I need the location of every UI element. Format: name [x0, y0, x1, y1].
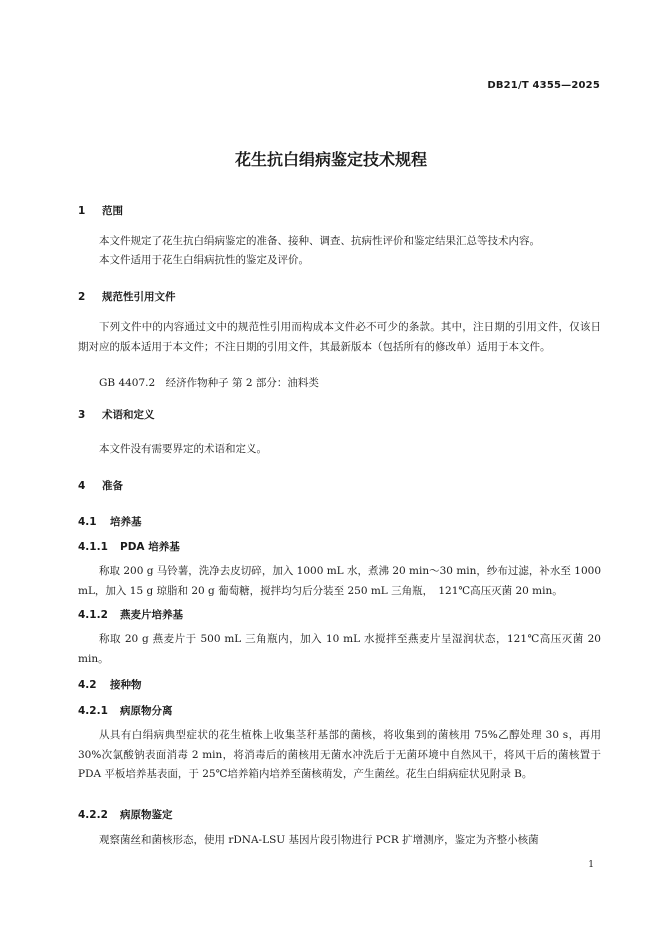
document-title: 花生抗白绢病鉴定技术规程: [234, 150, 427, 169]
reference-entry: GB 4407.2 经济作物种子 第 2 部分：油料类: [99, 377, 319, 389]
section-heading-1: [78, 203, 123, 218]
paragraph: 称取 20 g 燕麦片于 500 mL 三角瓶内，加入 10 mL 水搅拌至燕麦片呈湿润状态，121℃高压灭菌 20 min。: [78, 633, 601, 665]
paragraph: 观察菌丝和菌核形态，使用 rDNA-LSU 基因片段引物进行 PCR 扩增测序，鉴定为齐整小核菌: [99, 834, 539, 846]
section-number: 3: [78, 409, 86, 421]
subsection-heading-4-2: [78, 677, 142, 692]
paragraph: 从具有白绢病典型症状的花生植株上收集茎秆基部的菌核，将收集到的菌核用 75%乙醇处理 30 s，再用 30%次氯酸钠表面消毒 2 min，将消毒后的菌核用无菌水冲洗后于无菌环境中自然风干，将风干后的菌核置于 PDA 平板培养基表面，于 25℃培养箱内培养至菌核萌发，产生菌丝。花生白绢病症状见附录 B。: [78, 729, 601, 780]
section-heading-2: [78, 289, 176, 304]
section-title: PDA 培养基: [120, 541, 180, 553]
section-number: 4.2.1: [78, 705, 108, 717]
section-number: 4.2.2: [78, 809, 108, 821]
page-number: 1: [588, 860, 594, 870]
section-number: 4.1: [78, 516, 97, 528]
section-title: 病原物鉴定: [120, 809, 173, 821]
subsection-heading-4-2-2: [78, 807, 173, 822]
subsection-heading-4-2-1: [78, 703, 173, 718]
standard-code: DB21/T 4355—2025: [487, 80, 600, 91]
section-number: 4: [78, 480, 86, 492]
subsection-heading-4-1-1: [78, 539, 180, 554]
paragraph: 本文件规定了花生抗白绢病鉴定的准备、接种、调查、抗病性评价和鉴定结果汇总等技术内容。: [99, 235, 540, 247]
paragraph: 本文件没有需要界定的术语和定义。: [99, 443, 267, 455]
section-number: 1: [78, 205, 86, 217]
paragraph: 称取 200 g 马铃薯，洗净去皮切碎，加入 1000 mL 水，煮沸 20 min～30 min，纱布过滤，补水至 1000 mL，加入 15 g 琼脂和 20 g 葡萄糖，搅拌均匀后分装至 250 mL 三角瓶， 121℃高压灭菌 20 min。: [78, 565, 601, 597]
section-title: 术语和定义: [102, 409, 155, 421]
section-title: 燕麦片培养基: [120, 609, 183, 621]
section-heading-4: [78, 478, 123, 493]
section-title: 准备: [102, 480, 123, 492]
section-title: 接种物: [110, 679, 142, 691]
section-title: 范围: [102, 205, 123, 217]
section-title: 病原物分离: [120, 705, 173, 717]
subsection-heading-4-1: [78, 514, 142, 529]
section-title: 规范性引用文件: [102, 291, 176, 303]
section-number: 4.2: [78, 679, 97, 691]
section-number: 4.1.1: [78, 541, 108, 553]
paragraph: 下列文件中的内容通过文中的规范性引用而构成本文件必不可少的条款。其中，注日期的引用文件，仅该日期对应的版本适用于本文件；不注日期的引用文件，其最新版本（包括所有的修改单）适用于本文件。: [78, 321, 601, 353]
subsection-heading-4-1-2: [78, 607, 183, 622]
paragraph: 本文件适用于花生白绢病抗性的鉴定及评价。: [99, 254, 309, 266]
section-number: 2: [78, 291, 86, 303]
section-number: 4.1.2: [78, 609, 108, 621]
section-title: 培养基: [110, 516, 142, 528]
section-heading-3: [78, 407, 155, 422]
